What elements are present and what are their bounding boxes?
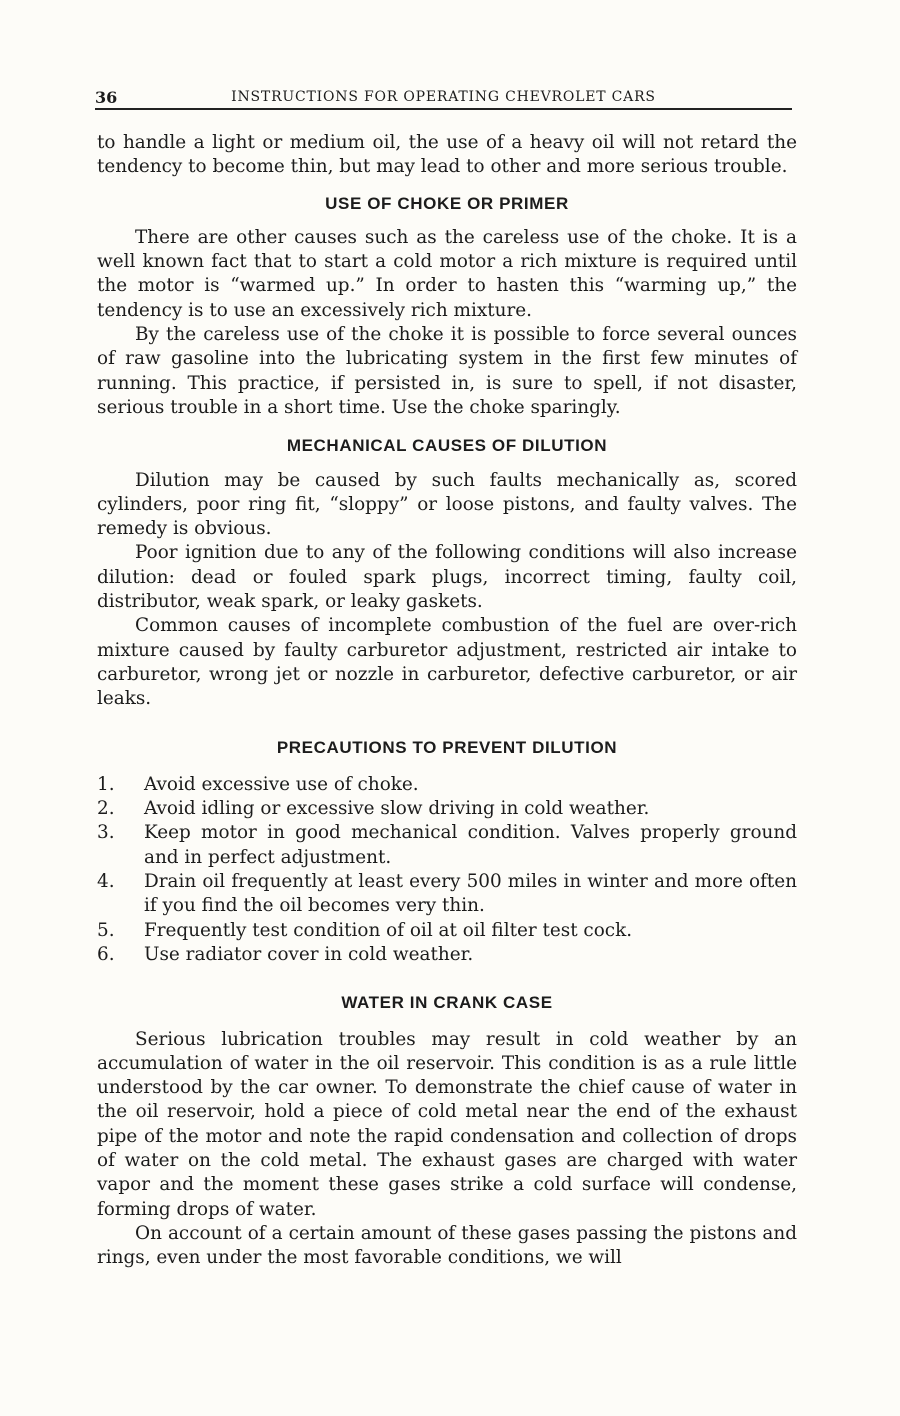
- paragraph: There are other causes such as the careless use of the choke. It is a well known fact that to start a cold motor a rich mixture is required until the motor is “warmed up.” In order to hasten this “warming up,” the tendency is to use an excessively rich mixture.: [97, 226, 797, 321]
- list-item-text: Avoid idling or excessive slow driving in cold weather.: [144, 798, 650, 820]
- running-title: INSTRUCTIONS FOR OPERATING CHEVROLET CARS: [231, 89, 656, 105]
- paragraph: Poor ignition due to any of the following conditions will also increase dilution: dead or fouled spark plugs, incorrect timing, faulty coil, distributor, weak spark, or leaky gaskets.: [97, 542, 797, 613]
- section-heading-choke: USE OF CHOKE OR PRIMER: [325, 193, 569, 213]
- list-item: [97, 919, 797, 943]
- paragraph: Dilution may be caused by such faults mechanically as, scored cylinders, poor ring fit, “sloppy” or loose pistons, and faulty valves. The remedy is obvious.: [97, 469, 797, 540]
- intro-paragraph: to handle a light or medium oil, the use of a heavy oil will not retard the tendency to become thin, but may lead to other and more serious trouble.: [97, 132, 797, 178]
- list-item: [97, 943, 797, 967]
- section-heading-precautions: PRECAUTIONS TO PREVENT DILUTION: [276, 737, 618, 757]
- section-heading-water: WATER IN CRANK CASE: [341, 993, 553, 1013]
- list-item-text: Frequently test condition of oil at oil filter test cock.: [144, 919, 633, 941]
- list-item-text: Keep motor in good mechanical condition. Valves properly ground and in perfect adjustment.: [144, 822, 797, 868]
- list-item-text: Avoid excessive use of choke.: [144, 773, 419, 795]
- paragraph: Common causes of incomplete combustion of the fuel are over-rich mixture caused by faulty carburetor adjustment, restricted air intake to carburetor, wrong jet or nozzle in carburetor, defective carburetor, or air leaks.: [97, 615, 797, 710]
- list-item: [97, 797, 797, 821]
- list-item-number: 3.: [97, 822, 115, 844]
- list-item-number: 4.: [97, 871, 115, 893]
- list-item: [97, 821, 797, 870]
- list-item-number: 1.: [97, 773, 115, 795]
- paragraph: By the careless use of the choke it is possible to force several ounces of raw gasoline into the lubricating system in the first few minutes of running. This practice, if persisted in, is sure to spell, if not disaster, serious trouble in a short time. Use the choke sparingly.: [97, 324, 797, 418]
- list-item-number: 2.: [97, 798, 115, 820]
- list-item: [97, 773, 797, 797]
- list-item-number: 6.: [97, 943, 115, 965]
- paragraph: Serious lubrication troubles may result in cold weather by an accumulation of water in the oil reservoir. This condition is as a rule little understood by the car owner. To demonstrate the chief cause of water in the oil reservoir, hold a piece of cold metal near the end of the exhaust pipe of the motor and note the rapid condensation and collection of drops of water on the cold metal. The exhaust gases are charged with water vapor and the moment these gases strike a cold surface will condense, forming drops of water.: [97, 1028, 797, 1220]
- precautions-list: [97, 773, 797, 967]
- list-item-text: Use radiator cover in cold weather.: [144, 943, 474, 965]
- page-number: 36: [95, 88, 118, 107]
- list-item-text: Drain oil frequently at least every 500 miles in winter and more often if you find the oil becomes very thin.: [144, 871, 797, 917]
- body-text: [97, 131, 797, 1270]
- paragraph: On account of a certain amount of these gases passing the pistons and rings, even under the most favorable conditions, we will: [97, 1222, 797, 1269]
- running-header: [95, 86, 792, 110]
- list-item: [97, 870, 797, 919]
- list-item-number: 5.: [97, 919, 115, 941]
- section-heading-mechanical: MECHANICAL CAUSES OF DILUTION: [286, 436, 608, 456]
